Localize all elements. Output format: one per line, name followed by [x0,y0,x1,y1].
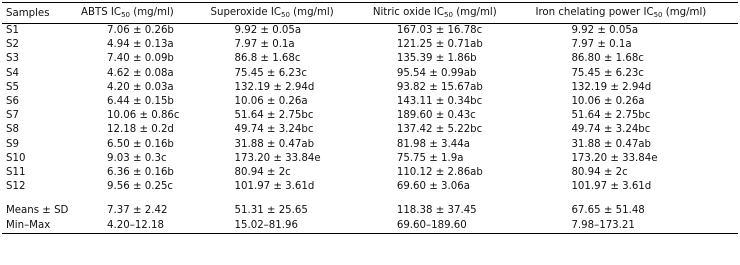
row-label-cell: S8 [6,124,19,136]
row-label-cell: S7 [6,110,19,122]
value-cell: 4.20 ± 0.03a [107,81,174,93]
row-label-cell: Min–Max [2,219,77,234]
header-abts: ABTS $IC_{50}$ (mg/ml) [77,3,206,24]
value-cell: 69.60–189.60 [369,219,532,234]
table-row [2,81,738,95]
value-cell: 80.94 ± 2c [234,167,291,179]
header-superoxide: Superoxide $IC_{50}$ (mg/ml) [207,3,369,24]
value-cell: 6.44 ± 0.15b [107,96,174,108]
row-label-cell: S1 [6,25,19,36]
value-cell: 4.20–12.18 [77,219,206,234]
value-cell: 51.31 ± 25.65 [234,205,308,217]
value-cell: 7.98–173.21 [531,219,738,234]
table-body [2,24,738,234]
row-label-cell: S6 [6,96,19,108]
value-cell: 10.06 ± 0.86c [107,110,180,122]
value-cell: 7.97 ± 0.1a [571,39,632,51]
value-cell: 7.40 ± 0.09b [107,53,174,65]
value-cell: 137.42 ± 5.22bc [396,124,483,136]
value-cell: 9.92 ± 0.05a [234,25,302,36]
value-cell: 7.06 ± 0.26b [107,25,174,36]
value-cell: 4.62 ± 0.08a [107,67,174,79]
value-cell: 67.65 ± 51.48 [571,205,645,217]
spacer-row [2,194,738,204]
value-cell: 6.50 ± 0.16b [107,138,174,150]
value-cell: 81.98 ± 3.44a [396,138,470,150]
row-label-cell: S4 [6,67,19,79]
value-cell: 10.06 ± 0.26a [234,96,308,108]
value-cell: 4.94 ± 0.13a [107,39,174,51]
table-row [2,138,738,152]
value-cell: 167.03 ± 16.78c [396,25,483,36]
value-cell: 110.12 ± 2.86ab [396,167,483,179]
value-cell: 9.56 ± 0.25c [107,181,174,193]
value-cell: 6.36 ± 0.16b [107,167,174,179]
value-cell: 9.03 ± 0.3c [107,152,167,164]
row-label-cell: S5 [6,81,19,93]
header-row [2,3,738,24]
table-row [2,180,738,194]
value-cell: 51.64 ± 2.75bc [571,110,651,122]
ic50-table [2,2,738,234]
value-cell: 143.11 ± 0.34bc [396,96,483,108]
value-cell: 135.39 ± 1.86b [396,53,477,65]
value-cell: 31.88 ± 0.47ab [571,138,652,150]
value-cell: 95.54 ± 0.99ab [396,67,477,79]
row-label-cell: S12 [6,181,26,193]
value-cell: 12.18 ± 0.2d [107,124,174,136]
value-cell: 118.38 ± 37.45 [396,205,477,217]
value-cell: 93.82 ± 15.67ab [396,81,483,93]
row-label-cell: S11 [6,167,26,179]
value-cell: 173.20 ± 33.84e [571,152,658,164]
header-nitric-oxide: Nitric oxide $IC_{50}$ (mg/ml) [369,3,532,24]
row-label-cell: S2 [6,39,19,51]
table-row [2,52,738,66]
table-row [2,67,738,81]
table-row [2,95,738,109]
value-cell: 15.02–81.96 [207,219,369,234]
value-cell: 132.19 ± 2.94d [234,81,315,93]
value-cell: 75.75 ± 1.9a [396,152,464,164]
value-cell: 69.60 ± 3.06a [396,181,470,193]
value-cell: 101.97 ± 3.61d [234,181,315,193]
value-cell: 86.80 ± 1.68c [571,53,644,65]
value-cell: 7.97 ± 0.1a [234,39,295,51]
row-label-cell: S10 [6,152,26,164]
value-cell: 31.88 ± 0.47ab [234,138,315,150]
row-label-cell: S9 [6,138,19,150]
table-row [2,38,738,52]
header-iron-chelating: Iron chelating power $IC_{50}$ (mg/ml) [531,3,738,24]
row-label-cell: S3 [6,53,19,65]
value-cell: 51.64 ± 2.75bc [234,110,314,122]
table-row [2,166,738,180]
table-row [2,109,738,123]
value-cell: 75.45 ± 6.23c [571,67,644,79]
value-cell: 121.25 ± 0.71ab [396,39,483,51]
value-cell: 86.8 ± 1.68c [234,53,301,65]
value-cell: 80.94 ± 2c [571,167,628,179]
header-samples: Samples [2,3,77,24]
value-cell: 49.74 ± 3.24bc [571,124,651,136]
value-cell: 7.37 ± 2.42 [107,205,168,217]
table-row [2,24,738,39]
value-cell: 101.97 ± 3.61d [571,181,652,193]
value-cell: 10.06 ± 0.26a [571,96,645,108]
table-row [2,123,738,137]
table-row [2,152,738,166]
value-cell: 49.74 ± 3.24bc [234,124,314,136]
summary-row [2,204,738,218]
value-cell: 189.60 ± 0.43c [396,110,476,122]
value-cell: 9.92 ± 0.05a [571,25,639,36]
value-cell: 75.45 ± 6.23c [234,67,307,79]
value-cell: 132.19 ± 2.94d [571,81,652,93]
value-cell: 173.20 ± 33.84e [234,152,321,164]
row-label-cell: Means ± SD [6,205,69,217]
summary-row [2,219,738,234]
